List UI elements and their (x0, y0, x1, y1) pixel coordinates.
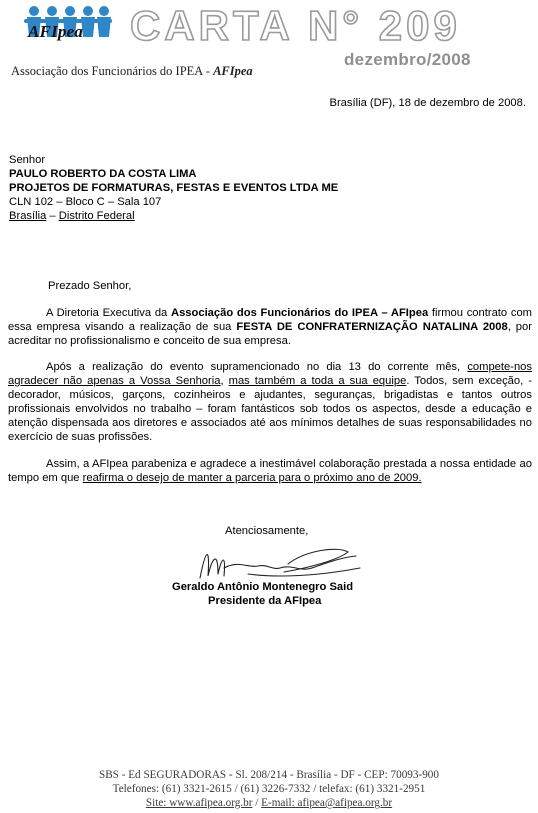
addressee-title: Senhor (9, 154, 46, 166)
closing: Atenciosamente, (225, 525, 309, 537)
addressee-block (9, 153, 338, 223)
paragraph-1: A Diretoria Executiva da Associação dos Funcionários do IPEA – AFIpea firmou contrato com essa empresa visando a realização de sua FESTA DE CONFRATERNIZAÇÃO NATALINA 2008, por acreditar no profissionalismo e conceito de sua empresa. (8, 307, 533, 347)
letter-issue-date: dezembro/2008 (344, 50, 471, 69)
addressee-state: Distrito Federal (58, 210, 135, 222)
logo-wordmark: AFIpea (28, 22, 84, 41)
addressee-city-separator: – (46, 210, 59, 222)
footer-separator: / (252, 797, 262, 809)
footer-contact (0, 796, 538, 810)
addressee-name: PAULO ROBERTO DA COSTA LIMA (9, 168, 197, 180)
letter-title (128, 0, 518, 50)
signer-name: Geraldo Antônio Montenegro Said (172, 581, 354, 593)
site-link[interactable]: Site: www.afipea.org.br (145, 797, 253, 809)
paragraph-3: Assim, a AFIpea parabeniza e agradece a inestimável colaboração prestada a nossa entidade ao tempo em que reafirma o desejo de manter a parceria para o próximo ano de 2009. (8, 458, 532, 484)
paragraph-2: Após a realização do evento supramencionado no dia 13 do corrente mês, compete-nos agradecer não apenas a Vossa Senhoria, mas também a toda a sua equipe. Todos, sem exceção, - decorador, músicos, garçons, cozinheiros e ajudantes, seguranças, brigadistas e tantos outros profissionais envolvidos no trabalho – foram fantásticos sob todos os aspectos, desde a educação e atenção dispensada aos diretores e associados até aos mínimos detalhes de suas responsabilidades no exercício de suas profissões. (8, 361, 532, 443)
signer-title: Presidente da AFIpea (208, 595, 322, 607)
email-link[interactable]: E-mail: afipea@afipea.org.br (261, 797, 393, 809)
association-acronym: AFIpea (213, 64, 253, 78)
city-date: Brasília (DF), 18 de dezembro de 2008. (329, 97, 526, 109)
association-label: Associação dos Funcionários do IPEA - (11, 64, 214, 78)
addressee-city-line (9, 209, 338, 223)
addressee-company: PROJETOS DE FORMATURAS, FESTAS E EVENTOS LTDA ME (9, 182, 339, 194)
addressee-address: CLN 102 – Bloco C – Sala 107 (9, 196, 162, 208)
salutation: Prezado Senhor, (48, 280, 132, 292)
addressee-city: Brasília (9, 210, 47, 222)
footer-phones: Telefones: (61) 3321-2615 / (61) 3226-7332 / telefax: (61) 3321-2951 (112, 783, 426, 795)
footer-address: SBS - Ed SEGURADORAS - Sl. 208/214 - Brasília - DF - CEP: 70093-900 (99, 769, 439, 781)
footer (0, 768, 538, 810)
letter-title-text: CARTA N° 209 (130, 2, 461, 49)
association-name (11, 64, 253, 79)
